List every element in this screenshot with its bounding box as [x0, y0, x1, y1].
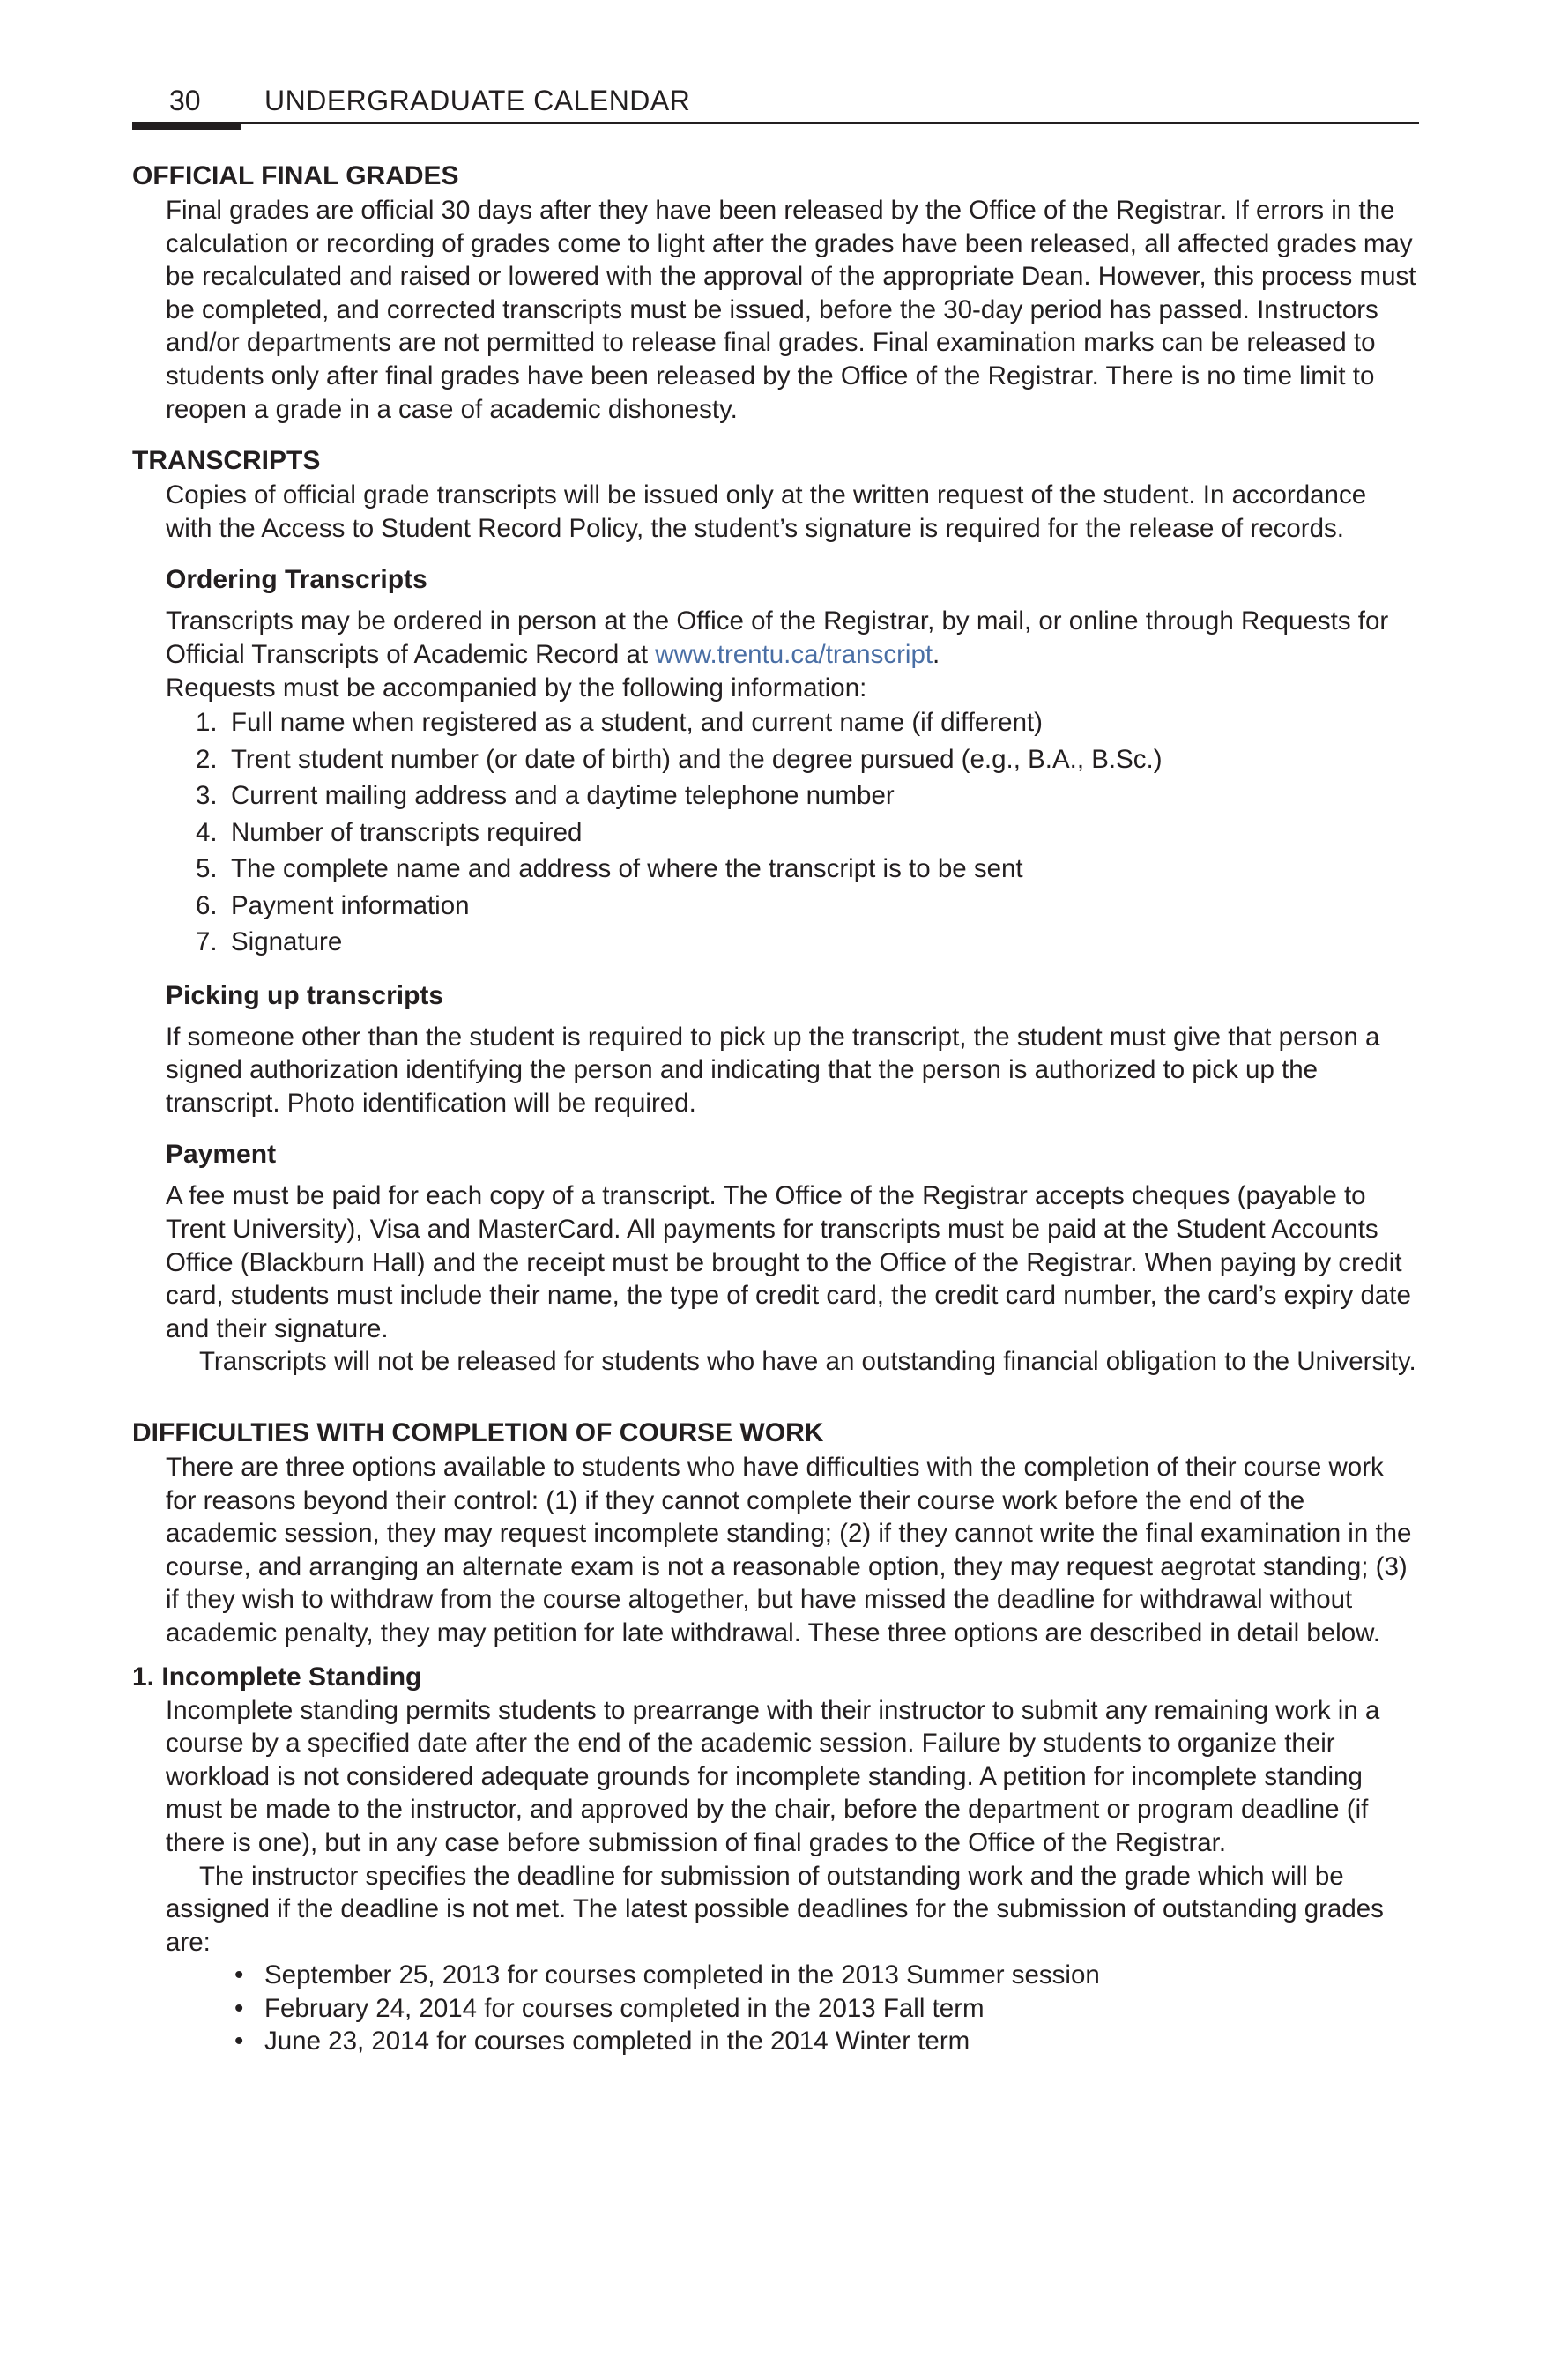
list-item	[166, 814, 1419, 852]
list-item	[166, 777, 1419, 814]
subsection-ordering-transcripts	[132, 562, 1419, 960]
section-heading: TRANSCRIPTS	[132, 446, 321, 476]
list-item	[166, 888, 1419, 925]
section-transcripts	[132, 443, 1419, 1379]
subsection-heading: 1. Incomplete Standing	[132, 1662, 422, 1692]
section-official-final-grades	[132, 159, 1419, 426]
subsection-body-2: Transcripts will not be released for students who have an outstanding financial obligation to the University.	[199, 1347, 1416, 1377]
list-item	[166, 924, 1419, 961]
section-difficulties	[132, 1416, 1419, 2058]
bullet-icon: •	[234, 2027, 244, 2056]
list-item-text: Trent student number (or date of birth) and the degree pursued (e.g., B.A., B.Sc.)	[231, 744, 1163, 774]
list-item-text: Current mailing address and a daytime telephone number	[231, 781, 895, 811]
list-item	[166, 2025, 1419, 2058]
subsection-body-2: The instructor specifies the deadline for submission of outstanding work and the grade which will be assigned if the deadline is not met. The latest possible deadlines for the submission of outstanding grades are:	[166, 1861, 1384, 1957]
subsection-body: Incomplete standing permits students to prearrange with their instructor to submit any remaining work in a course by a specified date after the end of the academic session. Failure by students to organize their workload is not considered adequate grounds for incomplete standing. A petition for incomplete standing must be made to the instructor, and approved by the chair, before the department or program deadline (if there is one), but in any case before submission of final grades to the Office of the Registrar.	[166, 1695, 1380, 1857]
list-item	[166, 1992, 1419, 2026]
list-item-text: September 25, 2013 for courses completed in the 2013 Summer session	[264, 1960, 1100, 1990]
list-item-text: Number of transcripts required	[231, 817, 583, 847]
ordering-text: Transcripts may be ordered in person at the Office of the Registrar, by mail, or online through Requests for Official Transcripts of Academic Record at	[166, 606, 1389, 669]
list-item	[166, 704, 1419, 741]
section-heading: OFFICIAL FINAL GRADES	[132, 161, 459, 190]
list-item-text: Full name when registered as a student, and current name (if different)	[231, 708, 1043, 738]
running-title: UNDERGRADUATE CALENDAR	[264, 85, 691, 116]
header-tab-bar	[132, 122, 241, 130]
list-item-number: 5.	[196, 854, 218, 884]
ordering-text-end: .	[933, 639, 940, 669]
list-item-number: 2.	[196, 744, 218, 774]
page-number: 30	[169, 85, 201, 116]
subsection-heading: Ordering Transcripts	[166, 565, 427, 595]
subsection-picking-up	[132, 978, 1419, 1120]
list-item-number: 6.	[196, 890, 218, 920]
section-body: Copies of official grade transcripts will be issued only at the written request of the student. In accordance with the Access to Student Record Policy, the student’s signature is required for the release of records.	[166, 480, 1367, 543]
bullet-icon: •	[234, 1993, 244, 2023]
list-item	[166, 851, 1419, 888]
subsection-heading: Payment	[166, 1140, 277, 1170]
subsection-incomplete-standing	[132, 1661, 1419, 2059]
transcript-link[interactable]: www.trentu.ca/transcript	[655, 639, 933, 669]
subsection-payment	[132, 1137, 1419, 1379]
requirements-intro: Requests must be accompanied by the following information:	[166, 673, 867, 703]
list-item-number: 4.	[196, 817, 218, 847]
list-item-number: 1.	[196, 708, 218, 738]
deadline-list	[166, 1959, 1419, 2058]
subsection-body: If someone other than the student is required to pick up the transcript, the student must give that person a signed authorization identifying the person and indicating that the person is authorized to pick up the transcript. Photo identification will be required.	[166, 1022, 1380, 1118]
subsection-body	[166, 605, 1419, 704]
subsection-heading: Picking up transcripts	[166, 980, 444, 1010]
list-item-number: 3.	[196, 781, 218, 811]
header-rule	[132, 122, 1419, 124]
list-item-text: The complete name and address of where the transcript is to be sent	[231, 854, 1023, 884]
subsection-body: A fee must be paid for each copy of a transcript. The Office of the Registrar accepts cheques (payable to Trent University), Visa and MasterCard. All payments for transcripts must be paid at the Student Accounts Office (Blackburn Hall) and the receipt must be brought to the Office of the Registrar. When paying by credit card, students must include their name, the type of credit card, the credit card number, the card’s expiry date and their signature.	[166, 1181, 1411, 1343]
bullet-icon: •	[234, 1960, 244, 1990]
list-item	[166, 1959, 1419, 1992]
section-heading: DIFFICULTIES WITH COMPLETION OF COURSE WORK	[132, 1417, 824, 1447]
page-header	[132, 81, 1419, 134]
list-item-text: February 24, 2014 for courses completed in the 2013 Fall term	[264, 1993, 985, 2023]
list-item-text: Signature	[231, 927, 343, 957]
requirements-list	[166, 704, 1419, 961]
list-item-number: 7.	[196, 927, 218, 957]
list-item	[166, 741, 1419, 778]
section-body: There are three options available to students who have difficulties with the completion of their course work for reasons beyond their control: (1) if they cannot complete their course work before the end of the academic session, they may request incomplete standing; (2) if they cannot write the final examination in the course, and arranging an alternate exam is not a reasonable option, they may request aegrotat standing; (3) if they wish to withdraw from the course altogether, but have missed the deadline for withdrawal without academic penalty, they may petition for late withdrawal. These three options are described in detail below.	[166, 1452, 1412, 1647]
section-body: Final grades are official 30 days after they have been released by the Office of the Registrar. If errors in the calculation or recording of grades come to light after the grades have been released, all affected grades may be recalculated and raised or lowered with the approval of the appropriate Dean. However, this process must be completed, and corrected transcripts must be issued, before the 30-day period has passed. Instructors and/or departments are not permitted to release final grades. Final examination marks can be released to students only after final grades have been released by the Office of the Registrar. There is no time limit to reopen a grade in a case of academic dishonesty.	[166, 196, 1416, 424]
list-item-text: June 23, 2014 for courses completed in the 2014 Winter term	[264, 2027, 970, 2056]
page-content	[132, 159, 1419, 2058]
list-item-text: Payment information	[231, 890, 470, 920]
